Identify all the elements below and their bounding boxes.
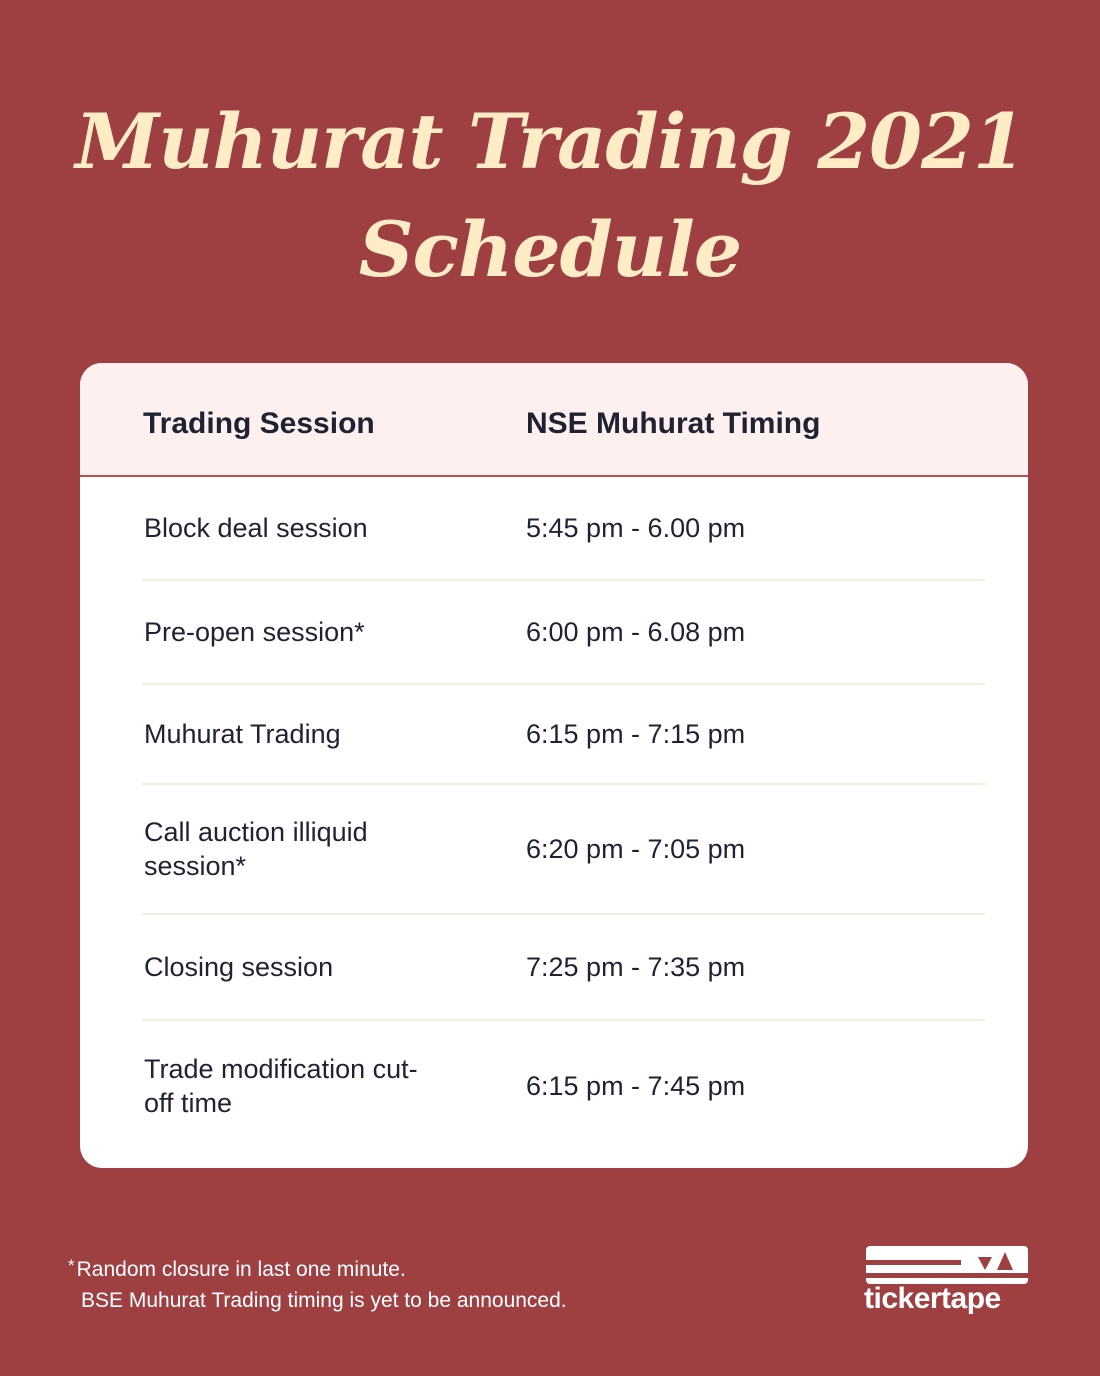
session-timing: 7:25 pm - 7:35 pm	[526, 951, 746, 982]
session-name: Muhurat Trading	[144, 719, 341, 749]
session-timing: 5:45 pm - 6.00 pm	[526, 512, 746, 543]
table-row	[142, 915, 985, 1021]
session-timing: 6:00 pm - 6.08 pm	[526, 616, 746, 647]
footnote-text-1: Random closure in last one minute.	[76, 1258, 406, 1281]
session-name: Pre-open session*	[144, 617, 365, 647]
page-title	[0, 88, 1100, 304]
brand-name: tickertape	[864, 1282, 1001, 1315]
header-trading-session: Trading Session	[143, 407, 375, 440]
schedule-table	[80, 363, 1028, 1168]
table-row	[142, 581, 985, 685]
session-name: Closing session	[144, 952, 334, 982]
footnote	[68, 1250, 567, 1316]
tickertape-logo-icon	[866, 1246, 1028, 1284]
table-header	[80, 363, 1028, 477]
tickertape-logo	[866, 1246, 1032, 1326]
table-row	[142, 685, 985, 785]
session-timing: 6:20 pm - 7:05 pm	[526, 833, 746, 864]
session-name: Block deal session	[144, 513, 368, 543]
table-row	[142, 477, 985, 581]
title-line-1: Muhurat Trading 2021	[75, 97, 1025, 186]
title-line-2: Schedule	[358, 205, 742, 294]
footnote-line-1	[68, 1250, 567, 1285]
footnote-asterisk: *	[68, 1256, 75, 1275]
table-row	[142, 1021, 985, 1151]
session-name: Trade modification cut-off time	[144, 1054, 418, 1118]
session-timing: 6:15 pm - 7:45 pm	[526, 1070, 746, 1101]
footnote-line-2: BSE Muhurat Trading timing is yet to be announced.	[81, 1289, 567, 1312]
table-row	[142, 785, 985, 915]
header-nse-timing: NSE Muhurat Timing	[526, 407, 821, 440]
session-name: Call auction illiquid session*	[144, 817, 368, 881]
session-timing: 6:15 pm - 7:15 pm	[526, 718, 746, 749]
